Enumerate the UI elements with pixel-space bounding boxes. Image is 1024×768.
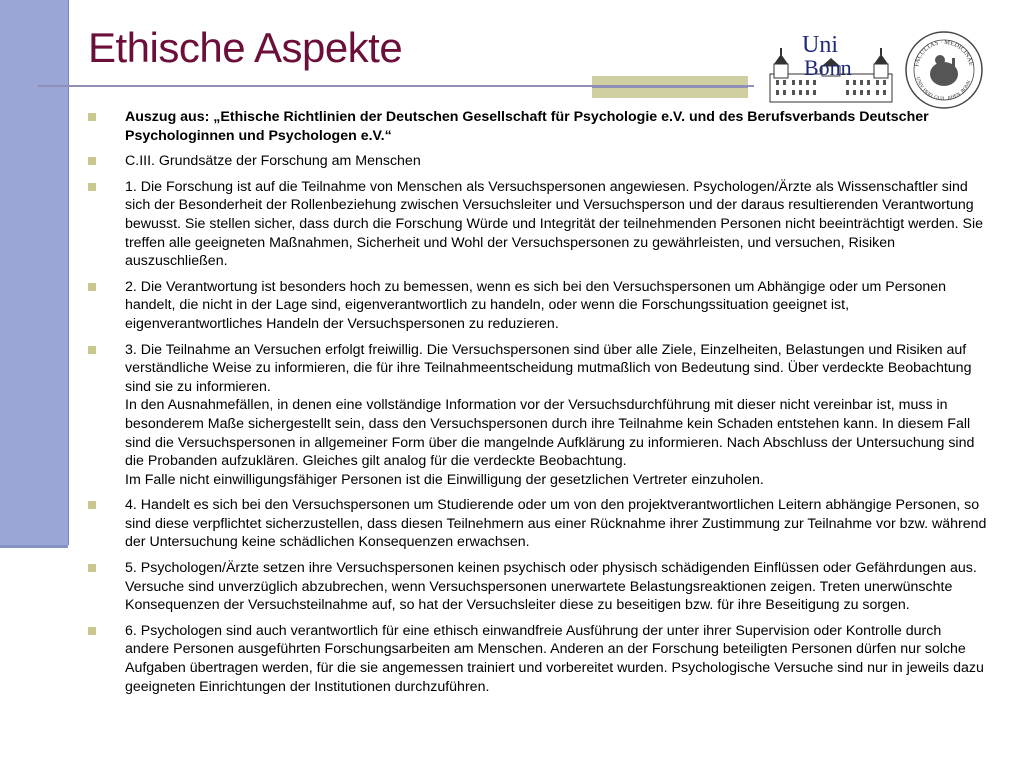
- list-item: [88, 108, 988, 145]
- bullet-square-icon: [88, 501, 96, 509]
- accent-bar-rule: [592, 86, 748, 88]
- list-item: [88, 341, 988, 490]
- principle-1-text: 1. Die Forschung ist auf die Teilnahme von Menschen als Versuchspersonen angewiesen. Psychologen/Ärzte als Wissenschaftler sind sich der Besonderheit der Rollenbeziehung zwischen Versuchsleiter und Versuchsperson und der daraus resultierenden Verantwortung bewusst. Sie stellen sicher, dass durch die Forschung Würde und Integrität der teilnehmenden Personen nicht beeinträchtigt werden. Sie treffen alle geeigneten Maßnahmen, Sicherheit und Wohl der Versuchspersonen zu gewährleisten, und versuchen, Risiken auszuschließen.: [125, 178, 984, 270]
- list-item: [88, 152, 988, 171]
- principle-3-paragraph-3: Im Falle nicht einwilligungsfähiger Personen ist die Einwilligung der gesetzlichen Vertreter einzuholen.: [125, 471, 764, 488]
- list-item: [88, 496, 988, 552]
- seal-bottom-text: UNIV. FRID. GUIL. RHEN. BONN: [914, 76, 973, 103]
- bullet-square-icon: [88, 283, 96, 291]
- bullet-square-icon: [88, 564, 96, 572]
- list-item: [88, 278, 988, 334]
- principle-3-paragraph-1: 3. Die Teilnahme an Versuchen erfolgt freiwillig. Die Versuchspersonen sind über alle Ziele, Einzelheiten, Belastungen und Risiken auf verständliche Weise zu informieren, die für ihre Teilnahmeentscheidung mutmaßlich von Bedeutung sind. Über verdeckte Beobachtung sind sie zu informieren.: [125, 341, 972, 395]
- list-item: [88, 622, 988, 696]
- bullet-square-icon: [88, 346, 96, 354]
- seal-top-text: FACULTAS · MEDICINAE: [913, 38, 975, 68]
- list-item: [88, 559, 988, 615]
- section-heading: C.III. Grundsätze der Forschung am Menschen: [125, 153, 421, 170]
- principle-6-text: 6. Psychologen sind auch verantwortlich für eine ethisch einwandfreie Ausführung der unter ihrer Supervision oder Kontrolle durch andere Personen ausgeführten Forschungsarbeiten am Menschen. Anderen an der Forschung beteiligten Personen dürfen nur solche Aufgaben übertragen werden, für die sie angemessen trainiert und vorbereitet wurden. Psychologische Versuche sind nur in jeweils dazu geeigneten Einrichtungen der Institutionen durchzuführen.: [125, 622, 984, 695]
- slide-title: Ethische Aspekte: [88, 24, 403, 71]
- left-sidebar-band: [0, 0, 69, 545]
- uni-text: Uni: [802, 32, 838, 58]
- bullet-square-icon: [88, 183, 96, 191]
- sidebar-shadow: [0, 545, 68, 548]
- uni-bonn-logo: [766, 30, 896, 106]
- bullet-square-icon: [88, 627, 96, 635]
- bullet-square-icon: [88, 113, 96, 121]
- principle-2-text: 2. Die Verantwortung ist besonders hoch zu bemessen, wenn es sich bei den Versuchspersonen um Abhängige oder um Personen handelt, die nicht in der Lage sind, eigenverantwortlich zu handeln, oder wenn die Forschungssituation geeignet ist, eigenverantwortliches Handeln der Versuchspersonen zu reduzieren.: [125, 278, 947, 332]
- source-citation: Auszug aus: „Ethische Richtlinien der Deutschen Gesellschaft für Psychologie e.V. und des Berufsverbands Deutscher Psychologinnen und Psychologen e.V.“: [125, 109, 929, 144]
- principle-3-paragraph-2: In den Ausnahmefällen, in denen eine vollständige Information vor der Versuchsdurchführung mit dieser nicht vereinbar ist, muss in besonderem Maße sichergestellt sein, dass den Versuchspersonen durch ihre Teilnahme kein Schaden entstehen kann. In diesem Fall sind die Versuchspersonen in allgemeiner Form über die mangelnde Aufklärung zu informieren. Nach Abschluss der Untersuchung sind die Probanden aufzuklären. Gleiches gilt analog für die verdeckte Beobachtung.: [125, 397, 975, 470]
- bonn-text: Bonn: [804, 55, 852, 80]
- faculty-seal-logo: [904, 30, 984, 110]
- list-item: [88, 178, 988, 271]
- principle-4-text: 4. Handelt es sich bei den Versuchspersonen um Studierende oder um von den projektverantwortlichen Leitern abhängige Personen, so sind diese verpflichtet sicherzustellen, dass diesen Teilnehmern aus einer Rücknahme ihrer Zustimmung zur Teilnahme vor bzw. während der Untersuchung keine schädlichen Konsequenzen erwachsen.: [125, 497, 987, 551]
- principle-5-text: 5. Psychologen/Ärzte setzen ihre Versuchspersonen keinen psychisch oder physisch schädigenden Einflüssen oder Gefährdungen aus. Versuche sind unverzüglich abzubrechen, wenn Versuchspersonen unerwartete Belastungsreaktionen zeigen. Treten unerwünschte Konsequenzen der Versuchsteilnahme auf, so hat der Versuchsleiter diese zu beseitigen bzw. für ihre Beseitigung zu sorgen.: [125, 560, 977, 614]
- slide-body: [88, 108, 988, 703]
- bullet-square-icon: [88, 157, 96, 165]
